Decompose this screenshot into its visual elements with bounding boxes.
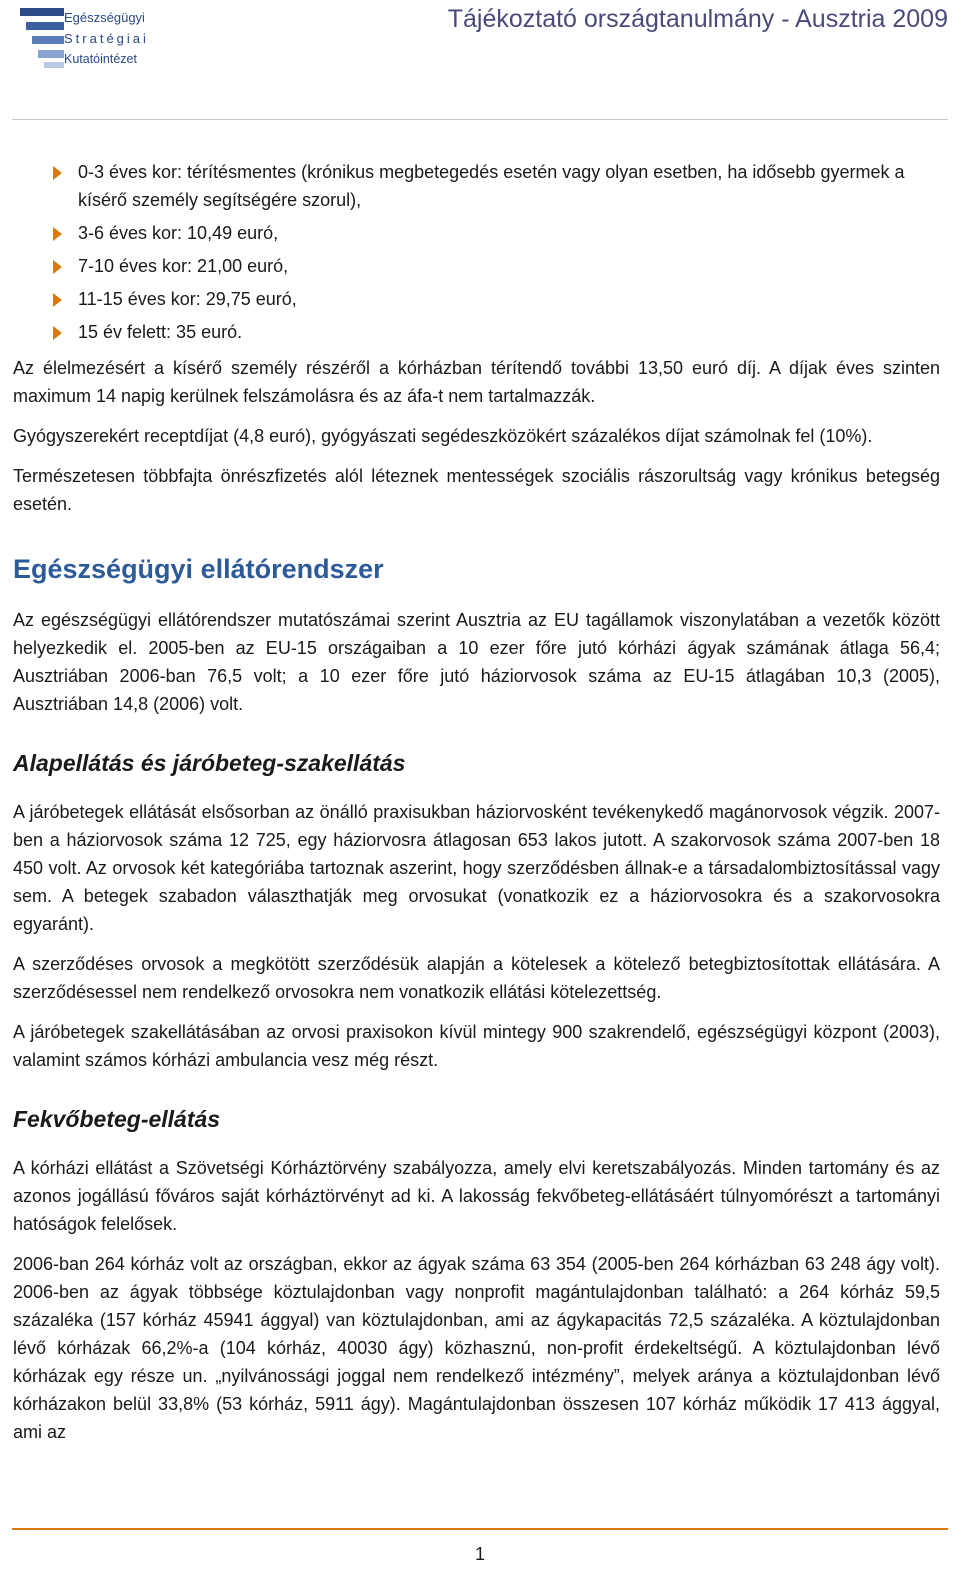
list-item-text: 0-3 éves kor: térítésmentes (krónikus megbetegedés esetén vagy olyan esetben, ha idősebb gyermek a kísérő személy segítségére szorul), [78, 162, 905, 210]
paragraph: 2006-ban 264 kórház volt az országban, ekkor az ágyak száma 63 354 (2005-ben 264 kórházban 63 248 ágy volt). 2006-ben az ágyak többsége köztulajdonban vagy nonprofit magántulajdonban található: a 264 kórház 59,5 százaléka (157 kórház 45941 ággyal) van köztulajdonban, ami az ágykapacitás 72,5 százaléka. A köztulajdonban lévő kórházak 66,2%-a (104 kórház, 40030 ágy) közhasznú, non-profit érdekeltségű. A köztulajdonban lévő kórházak egy része un. „nyilvánossági joggal nem rendelkező intézmény”, melyek aránya a köztulajdonban lévő kórházakon belül 33,8% (53 kórház, 5911 ágy). Magántulajdonban összesen 107 kórház működik 17 413 ággyal, ami az [13, 1254, 940, 1442]
paragraph: A járóbetegek szakellátásában az orvosi praxisokon kívül mintegy 900 szakrendelő, egészségügyi központ (2003), valamint számos kórházi ambulancia vesz még részt. [13, 1022, 940, 1070]
section-heading: Egészségügyi ellátórendszer [13, 554, 384, 584]
subsection-heading: Alapellátás és járóbeteg-szakellátás [13, 750, 406, 776]
logo-stripes-icon [20, 4, 66, 72]
triangle-bullet-icon [53, 326, 62, 340]
list-item [13, 158, 940, 214]
list-item-text: 7-10 éves kor: 21,00 euró, [78, 256, 289, 276]
triangle-bullet-icon [53, 260, 62, 274]
paragraph: Gyógyszerekért receptdíjat (4,8 euró), gyógyászati segédeszközökért százalékos díjat számolnak fel (10%). [13, 426, 873, 446]
page-number: 1 [474, 1544, 485, 1564]
subsection-heading: Fekvőbeteg-ellátás [13, 1106, 221, 1132]
logo-line-2: Stratégiai [64, 31, 149, 46]
footer-divider [12, 1528, 948, 1530]
paragraph: Természetesen többfajta önrészfizetés alól léteznek mentességek szociális rászorultság vagy krónikus betegség esetén. [13, 466, 940, 514]
logo-line-3: Kutatóintézet [64, 52, 137, 66]
document-title: Tájékoztató országtanulmány - Ausztria 2009 [447, 5, 948, 33]
list-item [13, 318, 940, 346]
logo-wordmark [64, 7, 149, 70]
list-item-text: 15 év felett: 35 euró. [78, 322, 243, 342]
page-header [0, 0, 960, 90]
header-divider [12, 119, 948, 120]
list-item-text: 11-15 éves kor: 29,75 euró, [78, 289, 297, 309]
list-item [13, 285, 940, 313]
institute-logo [20, 4, 170, 72]
paragraph: Az élelmezésért a kísérő személy részéről a kórházban térítendő további 13,50 euró díj. A díjak éves szinten maximum 14 napig kerülnek felszámolásra és az áfa-t nem tartalmazzák. [13, 358, 940, 406]
triangle-bullet-icon [53, 227, 62, 241]
list-item [13, 219, 940, 247]
logo-line-1: Egészségügyi [64, 10, 145, 25]
list-item [13, 252, 940, 280]
triangle-bullet-icon [53, 166, 62, 180]
paragraph: Az egészségügyi ellátórendszer mutatószámai szerint Ausztria az EU tagállamok viszonylatában a vezetők között helyezkedik el. 2005-ben az EU-15 országaiban a 10 ezer főre jutó kórházi ágyak számának átlaga 56,4; Ausztriában 2006-ban 76,5 volt; a 10 ezer főre jutó háziorvosok száma az EU-15 átlagában 10,3 (2005), Ausztriában 14,8 (2006) volt. [13, 610, 940, 714]
fee-list [13, 158, 940, 346]
page-body [13, 158, 940, 1458]
paragraph: A járóbetegek ellátását elsősorban az önálló praxisukban háziorvosként tevékenykedő magánorvosok végzik. 2007-ben a háziorvosok száma 12 725, egy háziorvosra átlagosan 653 lakos jutott. A szakorvosok száma 2007-ben 18 450 volt. Az orvosok két kategóriába tartoznak aszerint, hogy szerződésben állnak-e a társadalombiztosítással vagy sem. A betegek szabadon választhatják meg orvosukat (vonatkozik ez a háziorvosokra és a szakorvosokra egyaránt). [13, 802, 940, 934]
list-item-text: 3-6 éves kor: 10,49 euró, [78, 223, 279, 243]
triangle-bullet-icon [53, 293, 62, 307]
paragraph: A kórházi ellátást a Szövetségi Kórháztörvény szabályozza, amely elvi keretszabályozás. Minden tartomány és az azonos jogállású főváros saját kórháztörvényt ad ki. A lakosság fekvőbeteg-ellátásáért túlnyomórészt a tartományi hatóságok felelősek. [13, 1158, 940, 1234]
paragraph: A szerződéses orvosok a megkötött szerződésük alapján a kötelesek a kötelező betegbiztosítottak ellátására. A szerződésessel nem rendelkező orvosokra nem vonatkozik ellátási kötelezettség. [13, 954, 940, 1002]
